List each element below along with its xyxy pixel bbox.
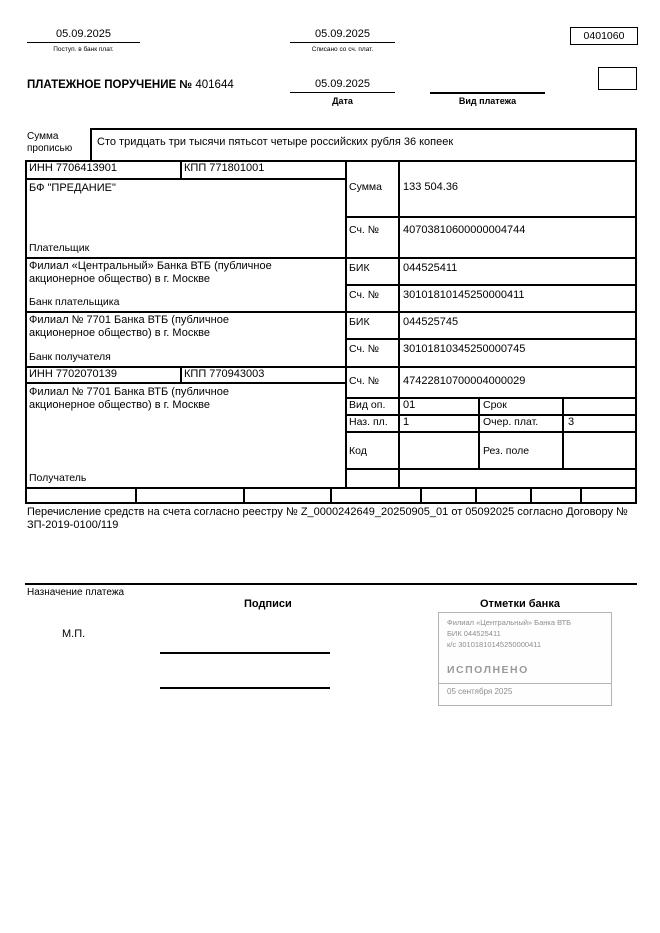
document-date: 05.09.2025 (290, 78, 395, 93)
grid-line (25, 502, 637, 504)
priority-label: Очер. плат. (483, 416, 539, 428)
payer-bank-name: Филиал «Центральный» Банка ВТБ (публичное акционерное общество) в г. Москве (29, 260, 272, 285)
document-title-label: ПЛАТЕЖНОЕ ПОРУЧЕНИЕ № (27, 79, 193, 91)
amount-value: 133 504.36 (403, 181, 459, 193)
grid-line (345, 284, 637, 286)
priority-value: 3 (568, 416, 575, 428)
beneficiary-bank-bik-value: 044525745 (403, 316, 459, 328)
beneficiary-bank-account-label: Сч. № (349, 343, 380, 355)
bank-marks-label: Отметки банка (480, 598, 560, 610)
signature-line-2 (160, 687, 330, 689)
grid-line (90, 128, 92, 161)
beneficiary-account-value: 47422810700004000029 (403, 375, 526, 387)
beneficiary-bank-account-value: 30101810345250000745 (403, 343, 526, 355)
grid-line (180, 160, 182, 179)
grid-line (345, 338, 637, 340)
amount-in-words-label: Сумма прописью (27, 131, 73, 154)
stamp-place-label: М.П. (62, 628, 86, 640)
payer-bank-account-value: 30101810145250000411 (403, 289, 525, 301)
grid-line (330, 487, 332, 502)
grid-line (398, 160, 400, 488)
grid-line (635, 128, 637, 503)
grid-line (478, 397, 480, 468)
purpose-text: Перечисление средств на счета согласно реестру № Z_0000242649_20250905_01 от 05092025 согласно Договору № ЗП-2019-0100/119 (27, 506, 628, 531)
debited-stamp-caption: Списано со сч. плат. (311, 46, 374, 53)
payer-kpp: КПП 771801001 (184, 162, 265, 174)
stamp-status: ИСПОЛНЕНО (447, 663, 529, 676)
grid-line (25, 160, 27, 503)
purpose-code-label: Наз. пл. (349, 416, 388, 428)
form-code-box (570, 27, 638, 45)
payer-inn: ИНН 7706413901 (29, 162, 118, 174)
grid-line (475, 487, 477, 502)
beneficiary-name: Филиал № 7701 Банка ВТБ (публичное акционерное общество) в г. Москве (29, 386, 229, 411)
form-code: 0401060 (583, 30, 625, 42)
payer-caption: Плательщик (29, 242, 90, 254)
grid-line (90, 128, 637, 130)
beneficiary-bank-bik-label: БИК (349, 316, 370, 328)
payer-bank-bik-value: 044525411 (403, 262, 458, 274)
amount-in-words-value: Сто тридцать три тысячи пятьсот четыре российских рубля 36 копеек (97, 136, 454, 148)
beneficiary-inn: ИНН 7702070139 (29, 368, 118, 380)
payer-bank-account-label: Сч. № (349, 289, 380, 301)
payer-account-label: Сч. № (349, 224, 380, 236)
payer-bank-bik-label: БИК (349, 262, 370, 274)
amount-label: Сумма (349, 181, 382, 193)
stamp-bik: БИК 044525411 (447, 628, 501, 638)
code-label: Код (349, 445, 367, 457)
signatures-label: Подписи (244, 598, 292, 610)
op-type-label: Вид оп. (349, 399, 386, 411)
title-side-box (598, 67, 637, 90)
beneficiary-bank-caption: Банк получателя (29, 351, 111, 363)
document-title (27, 79, 234, 93)
grid-line (345, 216, 637, 218)
stamp-bank-name: Филиал «Центральный» Банка ВТБ (447, 618, 572, 627)
debited-stamp-date: 05.09.2025 (290, 28, 395, 43)
grid-line (135, 487, 137, 502)
payer-name: БФ "ПРЕДАНИЕ" (29, 182, 116, 194)
op-type-value: 01 (403, 399, 416, 411)
signature-line-1 (160, 652, 330, 654)
payer-bank-caption: Банк плательщика (29, 296, 120, 308)
stamp-corr-account: к/с 30101810145250000411 (447, 639, 542, 649)
grid-line (25, 382, 345, 384)
grid-line (562, 397, 564, 468)
beneficiary-bank-name: Филиал № 7701 Банка ВТБ (публичное акционерное общество) в г. Москве (29, 314, 229, 339)
term-label: Срок (483, 399, 507, 411)
payment-type-underline (430, 92, 545, 94)
grid-line (580, 487, 582, 502)
grid-line (530, 487, 532, 502)
beneficiary-account-label: Сч. № (349, 375, 380, 387)
grid-line (25, 257, 637, 259)
payment-type-caption: Вид платежа (458, 96, 517, 106)
grid-line (345, 431, 637, 433)
beneficiary-kpp: КПП 770943003 (184, 368, 265, 380)
payer-account-value: 40703810600000004744 (403, 224, 526, 236)
received-stamp-caption: Поступ. в банк плат. (53, 46, 114, 53)
grid-line (180, 366, 182, 383)
stamp-date: 05 сентября 2025 (439, 683, 611, 696)
purpose-caption: Назначение платежа (27, 587, 125, 598)
purpose-code-value: 1 (403, 416, 410, 428)
grid-line (25, 311, 637, 313)
reserve-field-label: Рез. поле (483, 445, 530, 457)
date-caption: Дата (332, 96, 353, 106)
grid-line (25, 178, 345, 180)
grid-line (345, 468, 637, 470)
purpose-underline (25, 583, 637, 585)
bank-stamp (438, 612, 612, 706)
grid-line (420, 487, 422, 502)
grid-line (345, 160, 347, 488)
received-stamp-date: 05.09.2025 (27, 28, 140, 43)
beneficiary-caption: Получатель (29, 472, 87, 484)
grid-line (243, 487, 245, 502)
document-number: 401644 (195, 79, 234, 91)
